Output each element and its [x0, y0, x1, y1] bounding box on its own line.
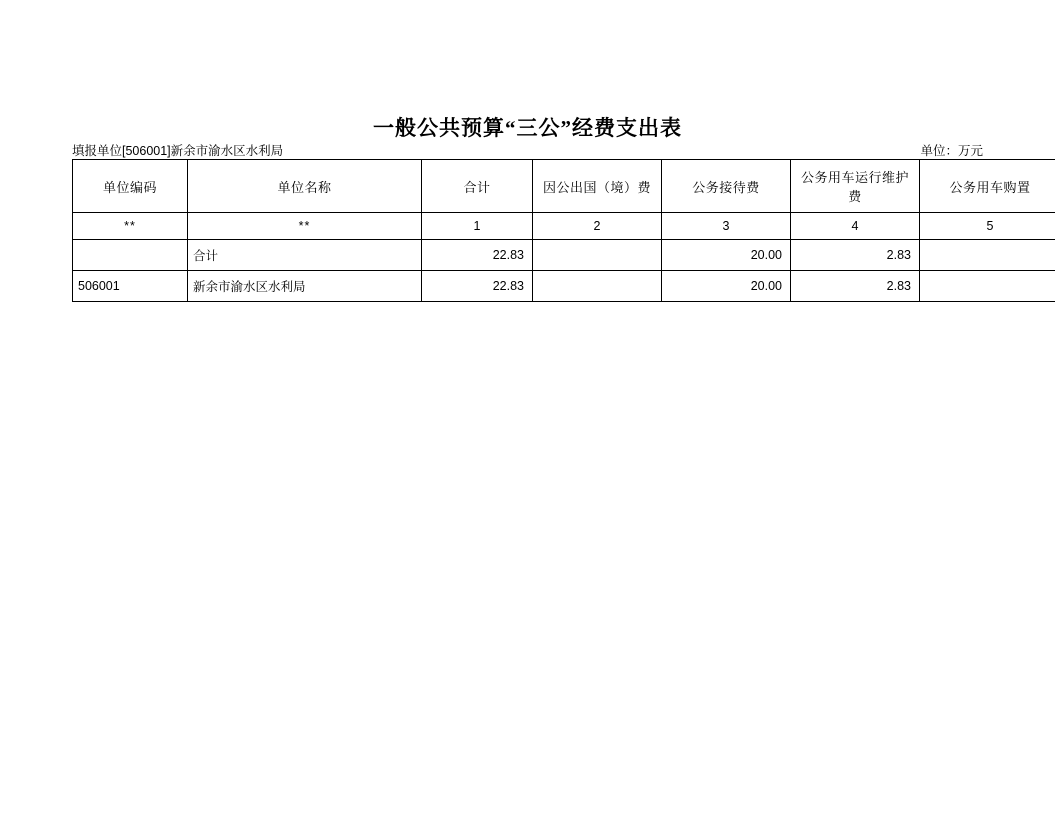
table-header [73, 160, 1055, 213]
cell-reception: 20.00 [662, 271, 791, 302]
cell-unit-code [73, 240, 188, 271]
header-abroad-fee: 因公出国（境）费 [533, 160, 662, 213]
header-reception: 公务接待费 [662, 160, 791, 213]
amount-unit-label: 单位：万元 [920, 144, 983, 158]
colnum-total: 1 [422, 213, 533, 240]
colnum-purchase: 5 [920, 213, 1055, 240]
table-row [73, 271, 1055, 302]
budget-table [72, 159, 1055, 302]
colnum-reception: 3 [662, 213, 791, 240]
header-vehicle-purchase: 公务用车购置 [920, 160, 1055, 213]
header-vehicle-maintenance: 公务用车运行维护费 [791, 160, 920, 213]
colnum-maintenance: 4 [791, 213, 920, 240]
table-body [73, 213, 1055, 302]
subtitle-row [72, 141, 983, 157]
colnum-abroad: 2 [533, 213, 662, 240]
table-row [73, 240, 1055, 271]
page-title: 一般公共预算“三公”经费支出表 [373, 116, 682, 140]
cell-total: 22.83 [422, 240, 533, 271]
cell-maintenance: 2.83 [791, 240, 920, 271]
cell-abroad [533, 271, 662, 302]
cell-unit-name: 合计 [188, 240, 422, 271]
header-total: 合计 [422, 160, 533, 213]
cell-purchase [920, 240, 1055, 271]
cell-unit-code: 506001 [73, 271, 188, 302]
colnum-unit-code: ** [73, 213, 188, 240]
cell-abroad [533, 240, 662, 271]
cell-reception: 20.00 [662, 240, 791, 271]
cell-purchase [920, 271, 1055, 302]
table-header-row [73, 160, 1055, 213]
reporting-unit-label: 填报单位[506001]新余市渝水区水利局 [72, 144, 284, 158]
cell-maintenance: 2.83 [791, 271, 920, 302]
colnum-unit-name: ** [188, 213, 422, 240]
cell-total: 22.83 [422, 271, 533, 302]
column-number-row [73, 213, 1055, 240]
header-unit-name: 单位名称 [188, 160, 422, 213]
cell-unit-name: 新余市渝水区水利局 [188, 271, 422, 302]
header-unit-code: 单位编码 [73, 160, 188, 213]
